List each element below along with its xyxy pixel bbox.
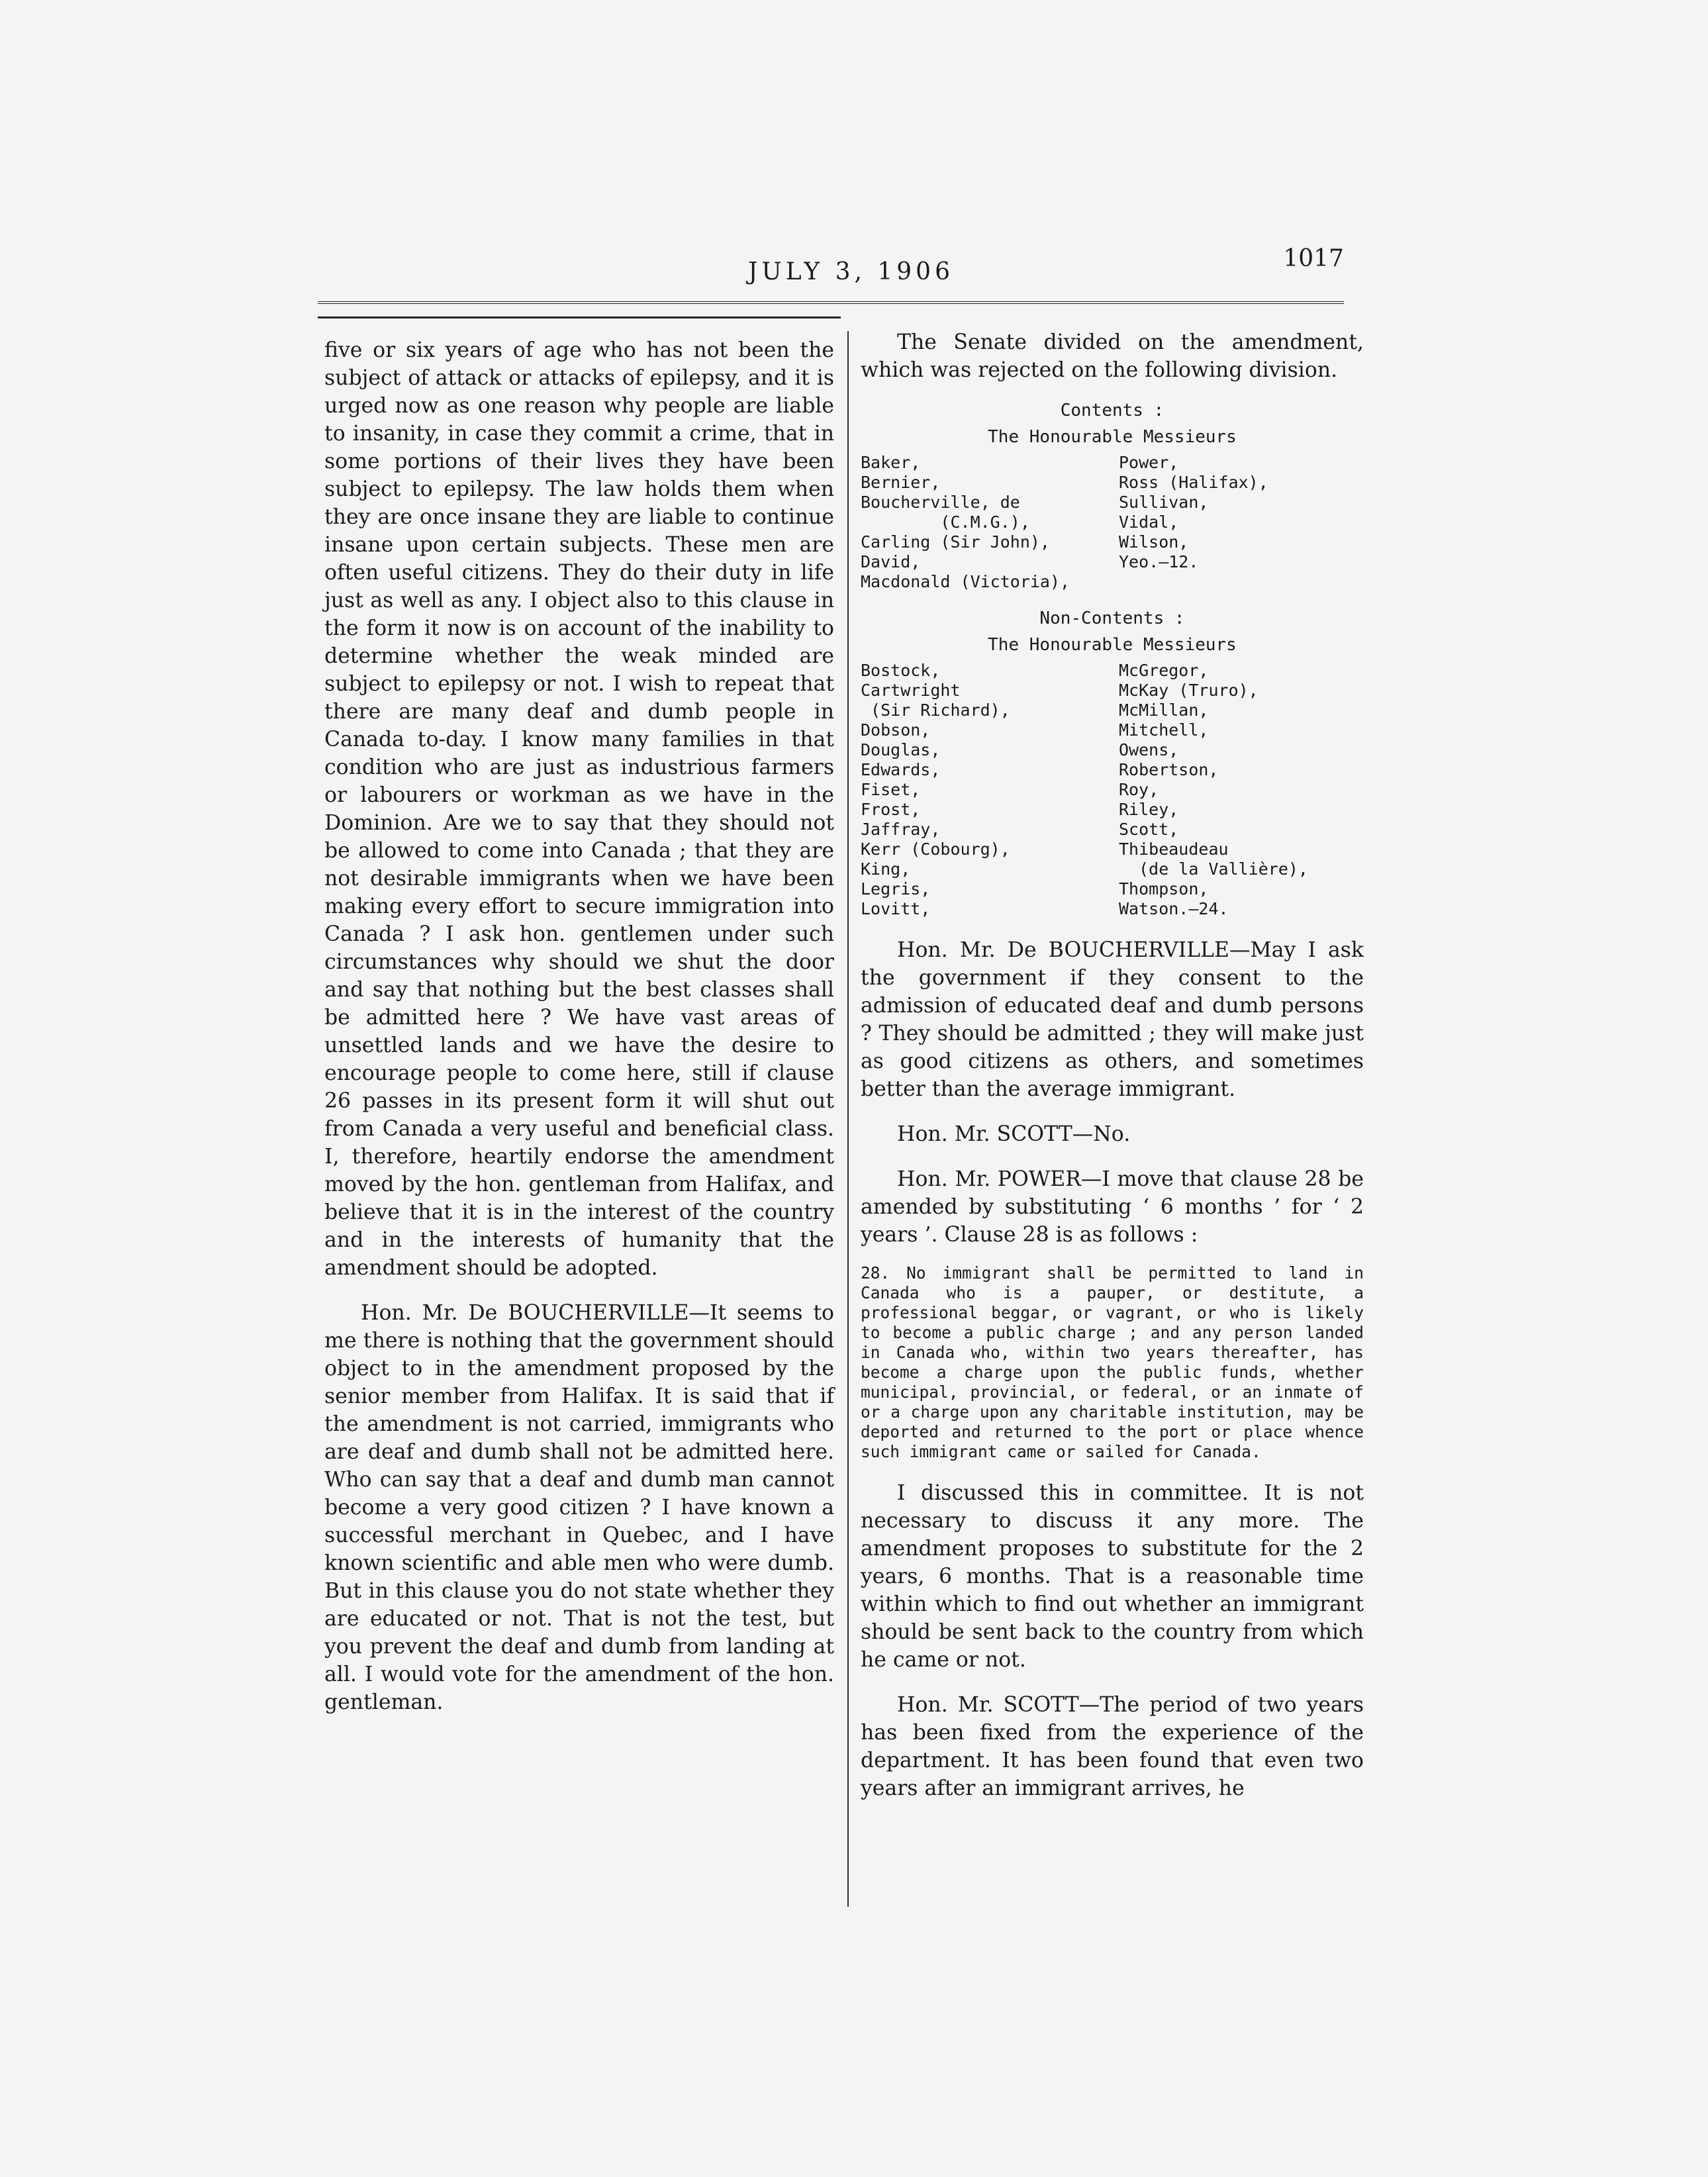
running-head: JULY 3, 1906 xyxy=(748,258,954,285)
member-name: Carling (Sir John), xyxy=(861,532,1050,552)
member-name: Mitchell, xyxy=(1119,720,1209,740)
member-name: Yeo.—12. xyxy=(1119,552,1199,571)
right-paragraph-scott-period: Hon. Mr. SCOTT—The period of two years has been fixed from the experience of the department. It has been found that even two years after an immigrant arrives, he xyxy=(861,1693,1364,1800)
contents-list xyxy=(861,453,1364,592)
member-name: Watson.—24. xyxy=(1119,899,1229,918)
member-name: King, xyxy=(861,859,911,879)
column-divider xyxy=(847,331,849,1907)
member-name: Riley, xyxy=(1119,800,1179,819)
page-number: 1017 xyxy=(1283,245,1344,272)
member-name: Baker, xyxy=(861,453,921,472)
noncontents-subheading: The Honourable Messieurs xyxy=(988,635,1237,655)
contents-names-left xyxy=(861,453,1106,592)
member-name: Dobson, xyxy=(861,720,931,740)
member-name: McKay (Truro), xyxy=(1119,681,1258,700)
right-paragraph-scott-no: Hon. Mr. SCOTT—No. xyxy=(897,1122,1131,1146)
member-name: Ross (Halifax), xyxy=(1119,473,1268,492)
member-name: Bernier, xyxy=(861,473,941,492)
member-name: McMillan, xyxy=(1119,701,1209,720)
member-name: (de la Vallière), xyxy=(1119,859,1308,879)
member-name: Kerr (Cobourg), xyxy=(861,840,1010,859)
member-name: Power, xyxy=(1119,453,1179,472)
noncontents-list xyxy=(861,661,1364,919)
member-name: Thompson, xyxy=(1119,879,1209,898)
member-name: Edwards, xyxy=(861,760,941,779)
division-intro: The Senate divided on the amendment, which was rejected on the following division. xyxy=(861,330,1364,382)
member-name: Jaffray, xyxy=(861,820,941,839)
member-name: Cartwright xyxy=(861,681,961,700)
member-name: Owens, xyxy=(1119,740,1179,759)
noncontents-names-right xyxy=(1106,661,1364,919)
member-name: Robertson, xyxy=(1119,760,1219,779)
member-name: Frost, xyxy=(861,800,921,819)
member-name: Douglas, xyxy=(861,740,941,759)
contents-subheading: The Honourable Messieurs xyxy=(988,427,1237,447)
left-paragraph-2: Hon. Mr. De BOUCHERVILLE—It seems to me there is nothing that the government should object to in the amendment proposed by the senior member from Halifax. It is said that if the amendment is not carried, immigrants who are deaf and dumb shall not be admitted here. Who can say that a deaf and dumb man cannot become a very good citizen ? I have known a successful merchant in Quebec, and I have known scientific and able men who were dumb. But in this clause you do not state whether they are educated or not. That is not the test, but you prevent the deaf and dumb from landing at all. I would vote for the amendment of the hon. gentleman. xyxy=(324,1301,834,1714)
clause-28-quote: 28. No immigrant shall be permitted to land in Canada who is a pauper, or destitute, a professional beggar, or vagrant, or who is likely to become a public charge ; and any person landed in Canada who, within two years thereafter, has become a charge upon the public funds, whether municipal, provincial, or federal, or an inmate of or a charge upon any charitable institution, may be deported and returned to the port or place whence such immigrant came or sailed for Canada. xyxy=(861,1263,1364,1461)
member-name: (C.M.G.), xyxy=(861,512,1030,532)
member-name: Macdonald (Victoria), xyxy=(861,572,1070,591)
noncontents-heading: Non-Contents : xyxy=(1039,608,1185,628)
contents-heading: Contents : xyxy=(1060,401,1164,420)
member-name: Fiset, xyxy=(861,780,921,799)
member-name: Sullivan, xyxy=(1119,493,1209,512)
member-name: Bostock, xyxy=(861,661,941,680)
right-column xyxy=(861,328,1364,1802)
right-paragraph-boucherville: Hon. Mr. De BOUCHERVILLE—May I ask the government if they consent to the admission of educated deaf and dumb persons ? They should be admitted ; they will make just as good citizens as others, and sometimes better than the average immigrant. xyxy=(861,938,1364,1101)
member-name: Roy, xyxy=(1119,780,1159,799)
header-rule-secondary xyxy=(318,316,841,318)
left-paragraph-1: five or six years of age who has not been the subject of attack or attacks of epilepsy, and it is urged now as one reason why people are liable to insanity, in case they commit a crime, that in some portions of their lives they have been subject to epilepsy. The law holds them when they are once insane they are liable to continue insane upon certain subjects. These men are often useful citizens. They do their duty in life just as well as any. I object also to this clause in the form it now is on account of the inability to determine whether the weak minded are subject to epilepsy or not. I wish to repeat that there are many deaf and dumb people in Canada to-day. I know many families in that condition who are just as industrious farmers or labourers or workman as we have in the Dominion. Are we to say that they should not be allowed to come into Canada ; that they are not desirable immigrants when we have been making every effort to secure immigration into Canada ? I ask hon. gentlemen under such circumstances why should we shut the door and say that nothing but the best classes shall be admitted here ? We have vast areas of unsettled lands and we have the desire to encourage people to come here, still if clause 26 passes in its present form it will shut out from Canada a very useful and beneficial class. I, therefore, heartily endorse the amendment moved by the hon. gentleman from Halifax, and believe that it is in the interest of the country and in the interests of humanity that the amendment should be adopted. xyxy=(324,338,834,1280)
member-name: (Sir Richard), xyxy=(861,701,1010,720)
member-name: Vidal, xyxy=(1119,512,1179,532)
member-name: Lovitt, xyxy=(861,899,931,918)
right-paragraph-power: Hon. Mr. POWER—I move that clause 28 be amended by substituting ‘ 6 months ’ for ‘ 2 years ’. Clause 28 is as follows : xyxy=(861,1167,1364,1247)
page-header xyxy=(318,245,1351,298)
member-name: David, xyxy=(861,552,921,571)
member-name: Thibeaudeau xyxy=(1119,840,1229,859)
member-name: Boucherville, de xyxy=(861,493,1020,512)
contents-names-right xyxy=(1106,453,1364,592)
right-paragraph-committee: I discussed this in committee. It is not necessary to discuss it any more. The amendment proposes to substitute for the 2 years, 6 months. That is a reasonable time within which to find out whether an immigrant should be sent back to the country from which he came or not. xyxy=(861,1481,1364,1672)
member-name: McGregor, xyxy=(1119,661,1209,680)
member-name: Scott, xyxy=(1119,820,1179,839)
member-name: Wilson, xyxy=(1119,532,1189,552)
header-rule xyxy=(318,301,1344,308)
member-name: Legris, xyxy=(861,879,931,898)
left-column xyxy=(324,336,834,1716)
noncontents-names-left xyxy=(861,661,1106,919)
